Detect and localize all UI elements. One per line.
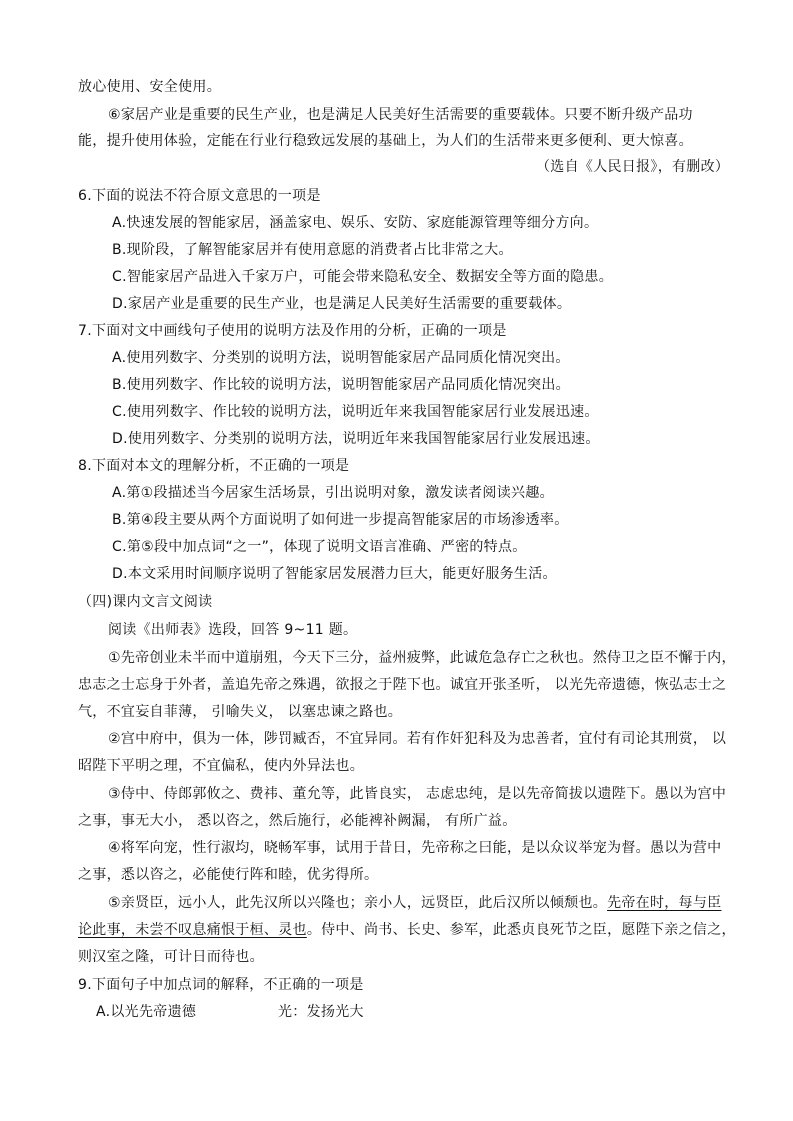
question-9-option-a-phrase: A.以光先帝遗德	[96, 1004, 197, 1020]
underlined-sentence-start: 先帝在时，每与臣	[607, 895, 722, 911]
question-7-option-a: A.使用列数字、分类别的说明方法，说明智能家居产品同质化情况突出。	[112, 350, 570, 366]
question-6-option-b: B.现阶段，了解智能家居并有使用意愿的消费者占比非常之大。	[112, 242, 513, 258]
classical-paragraph-5-text: ⑤亲贤臣，远小人，此先汉所以兴隆也；亲小人，远贤臣，此后汉所以倾颓也。	[108, 895, 608, 911]
question-8-option-b: B.第④段主要从两个方面说明了如何进一步提高智能家居的市场渗透率。	[112, 512, 569, 528]
question-8-stem: 8.下面对本文的理解分析，不正确的一项是	[78, 458, 350, 474]
classical-paragraph-2-line-2: 昭陛下平明之理，不宜偏私，使内外异法也。	[78, 758, 364, 774]
passage-paragraph-6-line-1: ⑥家居产业是重要的民生产业，也是满足人民美好生活需要的重要载体。只要不断升级产品功	[108, 107, 693, 123]
passage-tail: 放心使用、安全使用。	[78, 79, 221, 95]
question-9-option-a-gloss: 光：发扬光大	[278, 1004, 364, 1020]
question-6-option-a: A.快速发展的智能家居，涵盖家电、娱乐、安防、家庭能源管理等细分方向。	[112, 215, 599, 231]
classical-paragraph-5-line-1	[108, 893, 721, 913]
classical-paragraph-4-line-2: 之事，悉以咨之，必能使行阵和睦，优劣得所。	[78, 867, 379, 883]
question-8-option-d: D.本文采用时间顺序说明了智能家居发展潜力巨大，能更好服务生活。	[112, 566, 557, 582]
classical-paragraph-5-line-3: 则汉室之隆，可计日而待也。	[78, 949, 264, 965]
question-6-stem: 6.下面的说法不符合原文意思的一项是	[78, 188, 321, 204]
question-7-stem: 7.下面对文中画线句子使用的说明方法及作用的分析，正确的一项是	[78, 323, 507, 339]
underlined-sentence-end: 论此事，未尝不叹息痛恨于桓、灵也	[78, 922, 307, 938]
classical-paragraph-5-line-2	[78, 920, 736, 940]
passage-source: （选自《人民日报》，有删改）	[536, 159, 730, 175]
classical-paragraph-4-line-1: ④将军向宠，性行淑均，晓畅军事，试用于昔日，先帝称之曰能，是以众议举宠为督。愚以为营中	[108, 840, 722, 856]
question-9-stem: 9.下面句子中加点词的解释，不正确的一项是	[78, 977, 364, 993]
question-6-option-c: C.智能家居产品进入千家万户，可能会带来隐私安全、数据安全等方面的隐患。	[112, 269, 614, 285]
classical-paragraph-1-line-2: 忠志之士忘身于外者，盖追先帝之殊遇，欲报之于陛下也。诚宜开张圣听， 以光先帝遗德，恢弘志士之	[78, 677, 727, 693]
section-4-heading: （四)课内文言文阅读	[78, 594, 213, 610]
passage-paragraph-6-line-2: 能，提升使用体验，定能在行业行稳致远发展的基础上，为人们的生活带来更多便利、更大惊喜。	[78, 133, 693, 149]
classical-paragraph-5-text-cont: 。侍中、尚书、长史、参军，此悉贞良死节之臣，愿陛下亲之信之，	[306, 922, 736, 938]
section-4-intro: 阅读《出师表》选段，回答 9~11 题。	[108, 622, 358, 638]
question-7-option-c: C.使用列数字、作比较的说明方法，说明近年来我国智能家居行业发展迅速。	[112, 404, 599, 420]
classical-paragraph-3-line-1: ③侍中、侍郎郭攸之、费祎、董允等，此皆良实， 志虑忠纯，是以先帝简拔以遗陛下。愚以为宫中	[108, 786, 727, 802]
classical-paragraph-2-line-1: ②宫中府中，俱为一体，陟罚臧否，不宜异同。若有作奸犯科及为忠善者，宜付有司论其刑赏， 以	[108, 731, 727, 747]
question-7-option-b: B.使用列数字、作比较的说明方法，说明智能家居产品同质化情况突出。	[112, 377, 570, 393]
classical-paragraph-1-line-3: 气，不宜妄自菲薄， 引喻失义， 以塞忠谏之路也。	[78, 704, 403, 720]
classical-paragraph-3-line-2: 之事，事无大小， 悉以咨之，然后施行，必能裨补阙漏， 有所广益。	[78, 813, 517, 829]
question-8-option-c: C.第⑤段中加点词“之一”，体现了说明文语言准确、严密的特点。	[112, 539, 527, 555]
question-7-option-d: D.使用列数字、分类别的说明方法，说明近年来我国智能家居行业发展迅速。	[112, 431, 600, 447]
question-6-option-d: D.家居产业是重要的民生产业，也是满足人民美好生活需要的重要载体。	[112, 296, 572, 312]
classical-paragraph-1-line-1: ①先帝创业未半而中道崩殂，今天下三分，益州疲弊，此诚危急存亡之秋也。然侍卫之臣不懈于内，	[108, 650, 736, 666]
question-8-option-a: A.第①段描述当今居家生活场景，引出说明对象，激发读者阅读兴趣。	[112, 485, 554, 501]
